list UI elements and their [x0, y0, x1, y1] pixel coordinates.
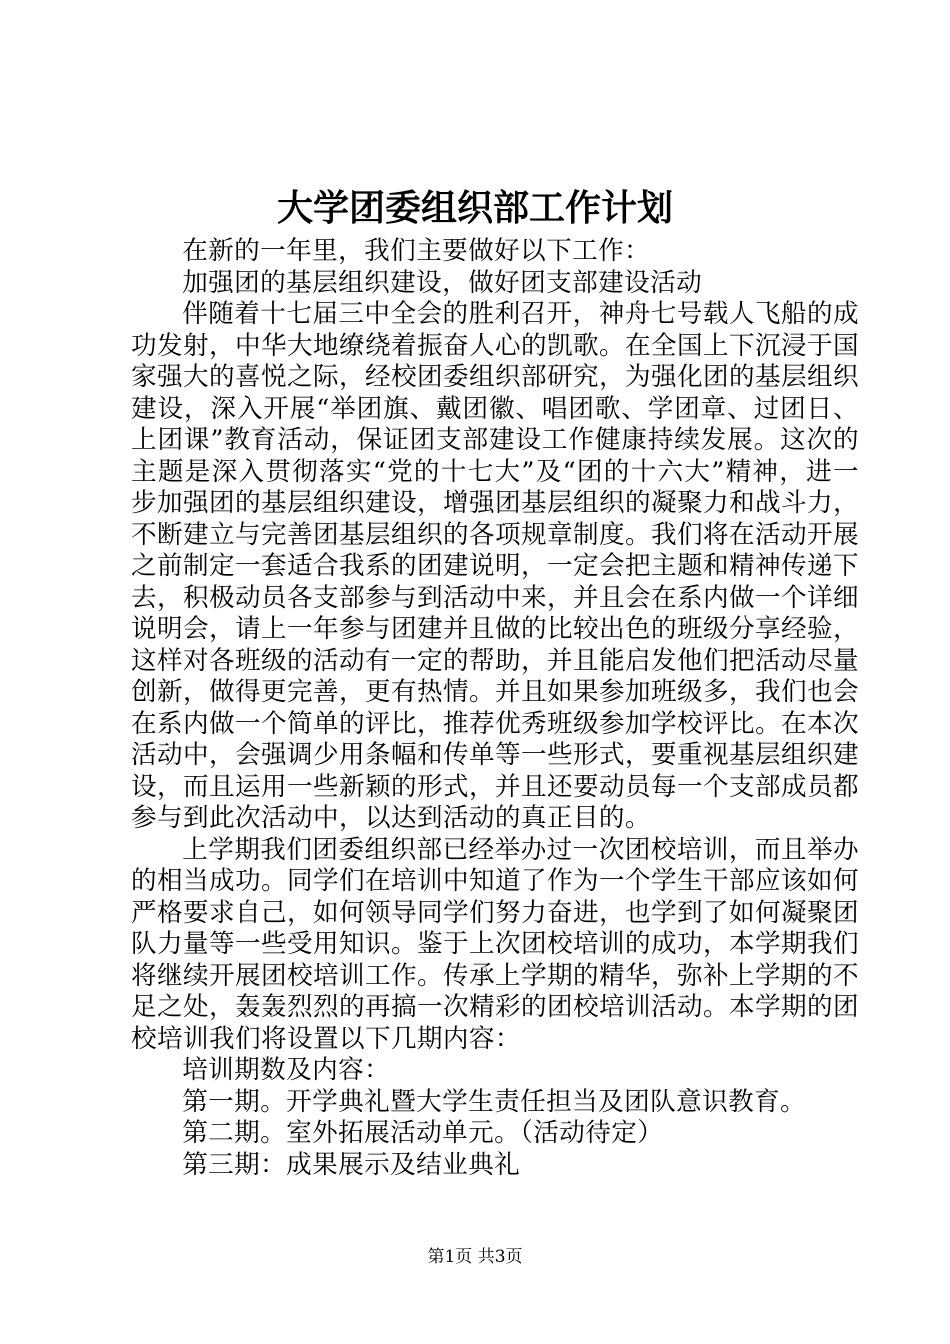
list-item-phase-1: 第一期。开学典礼暨大学生责任担当及团队意识教育。: [182, 1086, 807, 1117]
list-item-phase-3: 第三期：成果展示及结业典礼: [182, 1149, 521, 1180]
paragraph-intro: 在新的一年里，我们主要做好以下工作：: [182, 236, 651, 266]
page-number-footer: 第1页 共3页: [427, 1247, 523, 1267]
document-body: [131, 236, 859, 1181]
list-item-phase-2: 第二期。室外拓展活动单元。（活动待定）: [182, 1118, 664, 1148]
paragraph-heading: 加强团的基层组织建设，做好团支部建设活动: [182, 267, 703, 298]
paragraph-team-building: 伴随着十七届三中全会的胜利召开，神舟七号载人飞船的成功发射，中华大地缭绕着振奋人心的凯歌。在全国上下沉浸于国家强大的喜悦之际，经校团委组织部研究，为强化团的基层组织建设，深入开展“举团旗、戴团徽、唱团歌、学团章、过团日、上团课”教育活动，保证团支部建设工作健康持续发展。这次的主题是深入贯彻落实“党的十七大”及“团的十六大”精神，进一步加强团的基层组织建设，增强团基层组织的凝聚力和战斗力，不断建立与完善团基层组织的各项规章制度。我们将在活动开展之前制定一套适合我系的团建说明，一定会把主题和精神传递下去，积极动员各支部参与到活动中来，并且会在系内做一个详细说明会，请上一年参与团建并且做的比较出色的班级分享经验，这样对各班级的活动有一定的帮助，并且能启发他们把活动尽量创新，做得更完善，更有热情。并且如果参加班级多，我们也会在系内做一个简单的评比，推荐优秀班级参加学校评比。在本次活动中，会强调少用条幅和传单等一些形式，要重视基层组织建设，而且运用一些新颖的形式，并且还要动员每一个支部成员都参与到此次活动中，以达到活动的真正目的。: [131, 299, 859, 833]
paragraph-training-list-heading: 培训期数及内容：: [182, 1055, 391, 1085]
document-title: 大学团委组织部工作计划: [276, 187, 673, 229]
paragraph-training: 上学期我们团委组织部已经举办过一次团校培训，而且举办的相当成功。同学们在培训中知道了作为一个学生干部应该如何严格要求自己，如何领导同学们努力奋进，也学到了如何凝聚团队力量等一些受用知识。鉴于上次团校培训的成功，本学期我们将继续开展团校培训工作。传承上学期的精华，弥补上学期的不足之处，轰轰烈烈的再搞一次精彩的团校培训活动。本学期的团校培训我们将设置以下几期内容：: [131, 834, 859, 1054]
